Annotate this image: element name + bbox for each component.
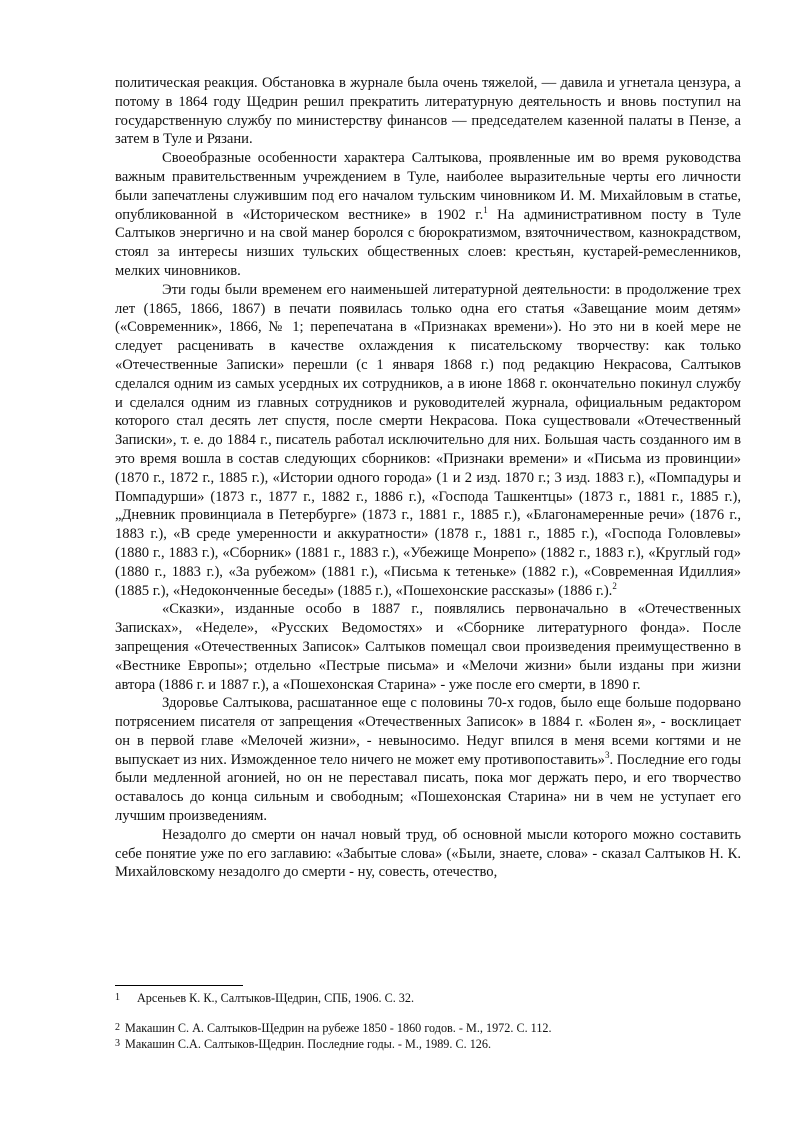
footnote-ref-3[interactable]: 3 xyxy=(604,749,610,760)
paragraph-2: Своеобразные особенности характера Салтыкова, проявленные им во время руководства важным правительственным учреждением в Туле, наиболее выразительные черты его личности были запечатлены служившим под его началом тульским чиновником И. М. Михайловым в статье, опубликованной в «Историческом вестнике» в 1902 г.$^1$ На административном посту в Туле Салтыков энергично и на свой манер боролся с бюрократизмом, взяточничеством, казнокрадством, стоял за интересы низших тульских общественных слоев: крестьян, кустарей-ремесленников, мелких чиновников. xyxy=(115,150,741,279)
footnote-number: 1 xyxy=(115,992,120,1003)
footnote-text: Макашин С.А. Салтыков-Щедрин. Последние годы. - М., 1989. С. 126. xyxy=(125,1037,492,1051)
footnote-number: 2 xyxy=(115,1022,120,1033)
footnote-ref-2[interactable]: 2 xyxy=(612,580,617,591)
paragraph-4: «Сказки», изданные особо в 1887 г., появлялись первоначально в «Отечественных Записках», «Неделе», «Русских Ведомостях» и «Сборнике литературного фонда». После запрещения «Отечественных Записок» Салтыков помещал свои произведения преимущественно в «Вестнике Европы»; отдельно «Пестрые письма» и «Мелочи жизни» были изданы при жизни автора (1886 г. и 1887 г.), а «Пошехонская Старина» - уже после его смерти, в 1890 г. xyxy=(115,601,741,693)
footnote-number: 3 xyxy=(115,1038,120,1049)
paragraph-5: Здоровье Салтыкова, расшатанное еще с половины 70-х годов, было еще больше подорвано потрясением писателя от запрещения «Отечественных Записок» в 1884 г. «Болен я», - восклицает он в первой главе «Мелочей жизни», - невыносимо. Недуг впился в меня всеми когтями и не выпускает из них. Изможденное тело ничего не может ему противопоставить»$^3$. Последние его годы были медленной агонией, но он не переставал писать, пока мог держать перо, и его творчество оставалось до конца сильным и свободным; «Пошехонская Старина» ни в чем не уступает его лучшим произведениям. xyxy=(115,695,741,825)
footnote-3 xyxy=(115,1036,741,1052)
footnote-text: Макашин С. А. Салтыков-Щедрин на рубеже 1850 - 1860 годов. - М., 1972. С. 112. xyxy=(125,1021,552,1035)
paragraph-6: Незадолго до смерти он начал новый труд, об основной мысли которого можно составить себе понятие уже по его заглавию: «Забытые слова» («Были, знаете, слова» - сказал Салтыков Н. К. Михайловскому незадолго до смерти - ну, совесть, отечество, xyxy=(115,826,741,881)
body-text xyxy=(115,74,741,882)
paragraph-1: политическая реакция. Обстановка в журнале была очень тяжелой, — давила и угнетала цензура, а потому в 1864 году Щедрин решил прекратить литературную деятельность и вновь поступил на государственную службу по министерству финансов — председателем казенной палаты в Пензе, а затем в Туле и Рязани. xyxy=(115,75,741,148)
footnotes xyxy=(115,990,741,1052)
footnote-ref-1[interactable]: 1 xyxy=(483,204,488,215)
footnote-2 xyxy=(115,1020,741,1036)
footnote-separator xyxy=(115,985,243,986)
paragraph-3: Эти годы были временем его наименьшей литературной деятельности: в продолжение трех лет (1865, 1866, 1867) в печати появилась только одна его статья «Завещание моим детям» («Современник», 1866, № 1; перепечатана в «Признаках времени»). Но это ни в коей мере не следует расценивать в качестве охлаждения к писательскому творчеству: как только «Отечественные Записки» перешли (с 1 января 1868 г.) под редакцию Некрасова, Салтыков сделался одним из самых усердных их сотрудников, а в июне 1868 г. окончательно покинул службу и сделался одним из главных сотрудников и руководителей журнала, официальным редактором которого стал десять лет спустя, после смерти Некрасова. Пока существовали «Отечественный Записки», т. е. до 1884 г., писатель работал исключительно для них. Большая часть созданного им в это время вошла в состав следующих сборников: «Признаки времени» и «Письма из провинции» (1870 г., 1872 г., 1885 г.), «Истории одного города» (1 и 2 изд. 1870 г.; 3 изд. 1883 г.), «Помпадуры и Помпадурши» (1873 г., 1877 г., 1882 г., 1886 г.), «Господа Ташкентцы» (1873 г., 1881 г., 1885 г.), „Дневник провинциала в Петербурге» (1873 г., 1881 г., 1885 г.), «Благонамеренные речи» (1876 г., 1883 г.), «В среде умеренности и аккуратности» (1878 г., 1881 г., 1885 г.), «Господа Головлевы» (1880 г., 1883 г.), «Сборник» (1881 г., 1883 г.), «Убежище Монрепо» (1882 г., 1883 г.), «Круглый год» (1880 г., 1883 г.), «За рубежом» (1881 г.), «Письма к тетеньке» (1882 г.), «Современная Идиллия» (1885 г.), «Недоконченные беседы» (1885 г.), «Пошехонские рассказы» (1886 г.).$^2$ xyxy=(115,281,741,599)
footnote-text: Арсеньев К. К., Салтыков-Щедрин, СПБ, 1906. С. 32. xyxy=(137,991,415,1005)
footnote-1 xyxy=(115,990,741,1006)
